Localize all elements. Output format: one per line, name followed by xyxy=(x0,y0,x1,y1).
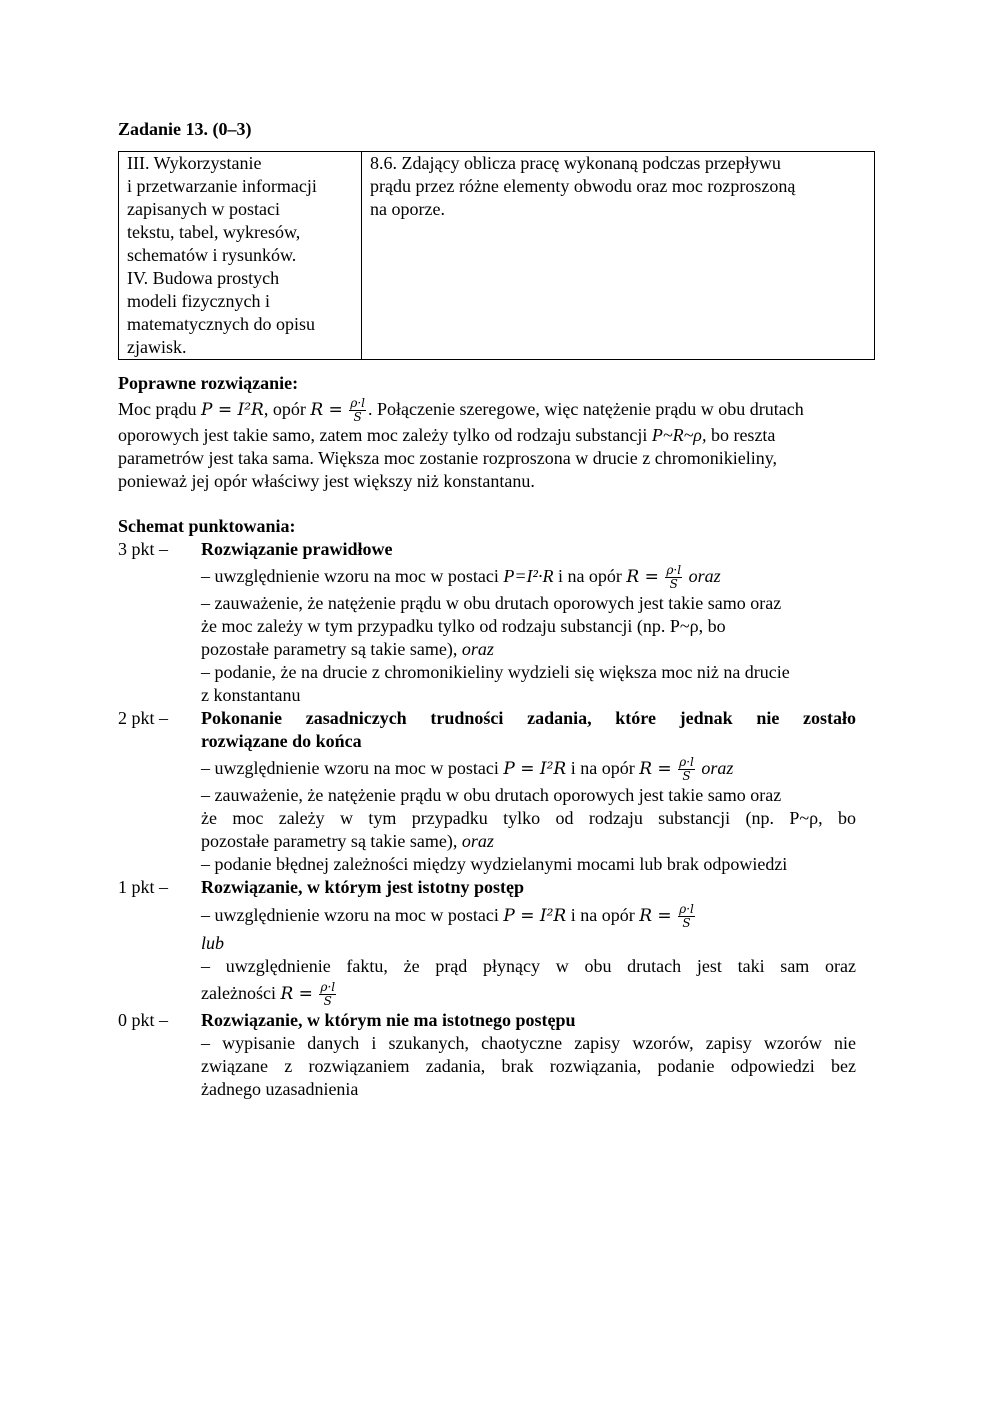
text: pozostałe parametry są takie same), xyxy=(201,639,462,659)
score-2-label: 2 pkt – xyxy=(118,708,169,728)
score-1-line: – uwzględnienie faktu, że prąd płynący w obu drutach jest taki sam oraz xyxy=(201,956,856,976)
text: pozostałe parametry są takie same), xyxy=(201,831,462,851)
score-3-heading: Rozwiązanie prawidłowe xyxy=(201,539,393,559)
requirements-table xyxy=(118,151,875,360)
table-left-line: III. Wykorzystanie xyxy=(127,153,262,173)
text: – uwzględnienie wzoru na moc w postaci xyxy=(201,566,504,586)
text: Moc prądu xyxy=(118,399,201,419)
score-2-line xyxy=(201,830,856,853)
score-1-line xyxy=(201,899,856,932)
detailed-requirements-cell xyxy=(362,152,875,360)
fraction-numerator: ρ·l xyxy=(679,755,694,770)
resistance-formula-lhs: R = xyxy=(310,400,343,420)
text: oraz xyxy=(701,758,734,778)
table-left-line: zjawisk. xyxy=(127,337,187,357)
fraction-denominator: S xyxy=(682,916,691,931)
score-2-block xyxy=(118,707,875,876)
fraction-denominator: S xyxy=(323,994,332,1009)
resistance-formula-lhs: R = xyxy=(639,759,672,779)
scoring-title: Schemat punktowania: xyxy=(118,516,296,536)
score-2-heading: Pokonanie zasadniczych trudności zadania, które jednak nie zostało xyxy=(201,708,856,728)
score-3-line: – zauważenie, że natężenie prądu w obu drutach oporowych jest takie samo oraz xyxy=(201,593,782,613)
power-formula: P = I²R xyxy=(503,759,567,779)
score-1-block xyxy=(118,876,875,1009)
table-right-line: na oporze. xyxy=(370,199,445,219)
task-title: Zadanie 13. (0–3) xyxy=(118,119,252,139)
text: oporowych jest takie samo, zatem moc zależy tylko od rodzaju substancji xyxy=(118,425,652,445)
score-3-line: że moc zależy w tym przypadku tylko od rodzaju substancji (np. P~ρ, bo xyxy=(201,616,726,636)
score-0-line: żadnego uzasadnienia xyxy=(201,1079,359,1099)
table-left-line: IV. Budowa prostych xyxy=(127,268,280,288)
fraction-denominator: S xyxy=(682,769,691,784)
solution-title: Poprawne rozwiązanie: xyxy=(118,373,299,393)
resistivity-fraction xyxy=(349,397,366,424)
text: oraz xyxy=(461,639,494,659)
text: i na opór xyxy=(566,758,640,778)
text: , opór xyxy=(263,399,311,419)
text: i na opór xyxy=(566,905,640,925)
text: oraz xyxy=(461,831,494,851)
score-3-line xyxy=(201,561,856,592)
table-left-line: modeli fizycznych i xyxy=(127,291,270,311)
text: i na opór xyxy=(553,566,627,586)
resistance-formula-lhs: R = xyxy=(626,567,659,587)
score-3-line: z konstantanu xyxy=(201,685,301,705)
resistance-formula-lhs: R = xyxy=(280,984,313,1004)
table-left-line: zapisanych w postaci xyxy=(127,199,280,219)
resistivity-fraction xyxy=(678,903,695,930)
score-1-heading: Rozwiązanie, w którym jest istotny postęp xyxy=(201,877,524,897)
solution-line xyxy=(118,424,875,447)
score-2-line: – podanie błędnej zależności między wydzielanymi mocami lub brak odpowiedzi xyxy=(201,854,788,874)
score-0-line: – wypisanie danych i szukanych, chaotyczne zapisy wzorów, zapisy wzorów nie xyxy=(201,1033,856,1053)
fraction-denominator: S xyxy=(353,410,362,425)
general-requirements-cell xyxy=(119,152,362,360)
table-left-line: matematycznych do opisu xyxy=(127,314,315,334)
score-0-line: związane z rozwiązaniem zadania, brak rozwiązania, podanie odpowiedzi bez xyxy=(201,1056,856,1076)
score-3-line xyxy=(201,638,856,661)
resistivity-fraction xyxy=(678,756,695,783)
score-3-label: 3 pkt – xyxy=(118,539,169,559)
power-formula: P=I²·R xyxy=(503,566,554,586)
solution-line xyxy=(118,395,875,424)
text: oraz xyxy=(688,566,721,586)
text: – uwzględnienie wzoru na moc w postaci xyxy=(201,758,504,778)
score-3-block xyxy=(118,538,875,707)
table-right-line: 8.6. Zdający oblicza pracę wykonaną podczas przepływu xyxy=(370,153,781,173)
score-2-line xyxy=(201,753,856,784)
solution-line: ponieważ jej opór właściwy jest większy niż konstantanu. xyxy=(118,471,535,491)
score-1-line xyxy=(201,978,856,1009)
document-page xyxy=(118,118,875,1101)
fraction-numerator: ρ·l xyxy=(666,563,682,578)
resistance-formula-lhs: R = xyxy=(639,906,672,926)
score-0-block xyxy=(118,1009,875,1101)
resistivity-fraction xyxy=(665,564,682,591)
fraction-numerator: ρ·l xyxy=(320,980,336,995)
score-2-line: – zauważenie, że natężenie prądu w obu drutach oporowych jest takie samo oraz xyxy=(201,785,782,805)
table-left-line: i przetwarzanie informacji xyxy=(127,176,317,196)
table-left-line: schematów i rysunków. xyxy=(127,245,297,265)
score-2-line: że moc zależy w tym przypadku tylko od rodzaju substancji (np. P~ρ, bo xyxy=(201,808,856,828)
power-formula: P = I²R xyxy=(503,906,567,926)
score-2-heading: rozwiązane do końca xyxy=(201,731,362,751)
fraction-numerator: ρ·l xyxy=(350,396,365,411)
table-left-line: tekstu, tabel, wykresów, xyxy=(127,222,301,242)
power-formula: P = I²R xyxy=(200,400,264,420)
text: – uwzględnienie wzoru na moc w postaci xyxy=(201,905,504,925)
fraction-denominator: S xyxy=(669,577,678,592)
solution-body xyxy=(118,395,875,493)
text: zależności xyxy=(201,983,281,1003)
table-right-line: prądu przez różne elementy obwodu oraz moc rozproszoną xyxy=(370,176,796,196)
score-0-heading: Rozwiązanie, w którym nie ma istotnego postępu xyxy=(201,1010,576,1030)
score-3-line: – podanie, że na drucie z chromonikieliny wydzieli się większa moc niż na drucie xyxy=(201,662,790,682)
text: bo reszta xyxy=(706,425,776,445)
score-1-line: lub xyxy=(201,933,225,953)
score-0-label: 0 pkt – xyxy=(118,1010,169,1030)
fraction-numerator: ρ·l xyxy=(679,902,694,917)
score-1-label: 1 pkt – xyxy=(118,877,169,897)
text: . Połączenie szeregowe, więc natężenie prądu w obu drutach xyxy=(367,399,804,419)
proportionality-formula: P~R~ρ, xyxy=(651,425,707,445)
resistivity-fraction xyxy=(319,981,336,1008)
solution-line: parametrów jest taka sama. Większa moc zostanie rozproszona w drucie z chromonikieliny, xyxy=(118,448,778,468)
